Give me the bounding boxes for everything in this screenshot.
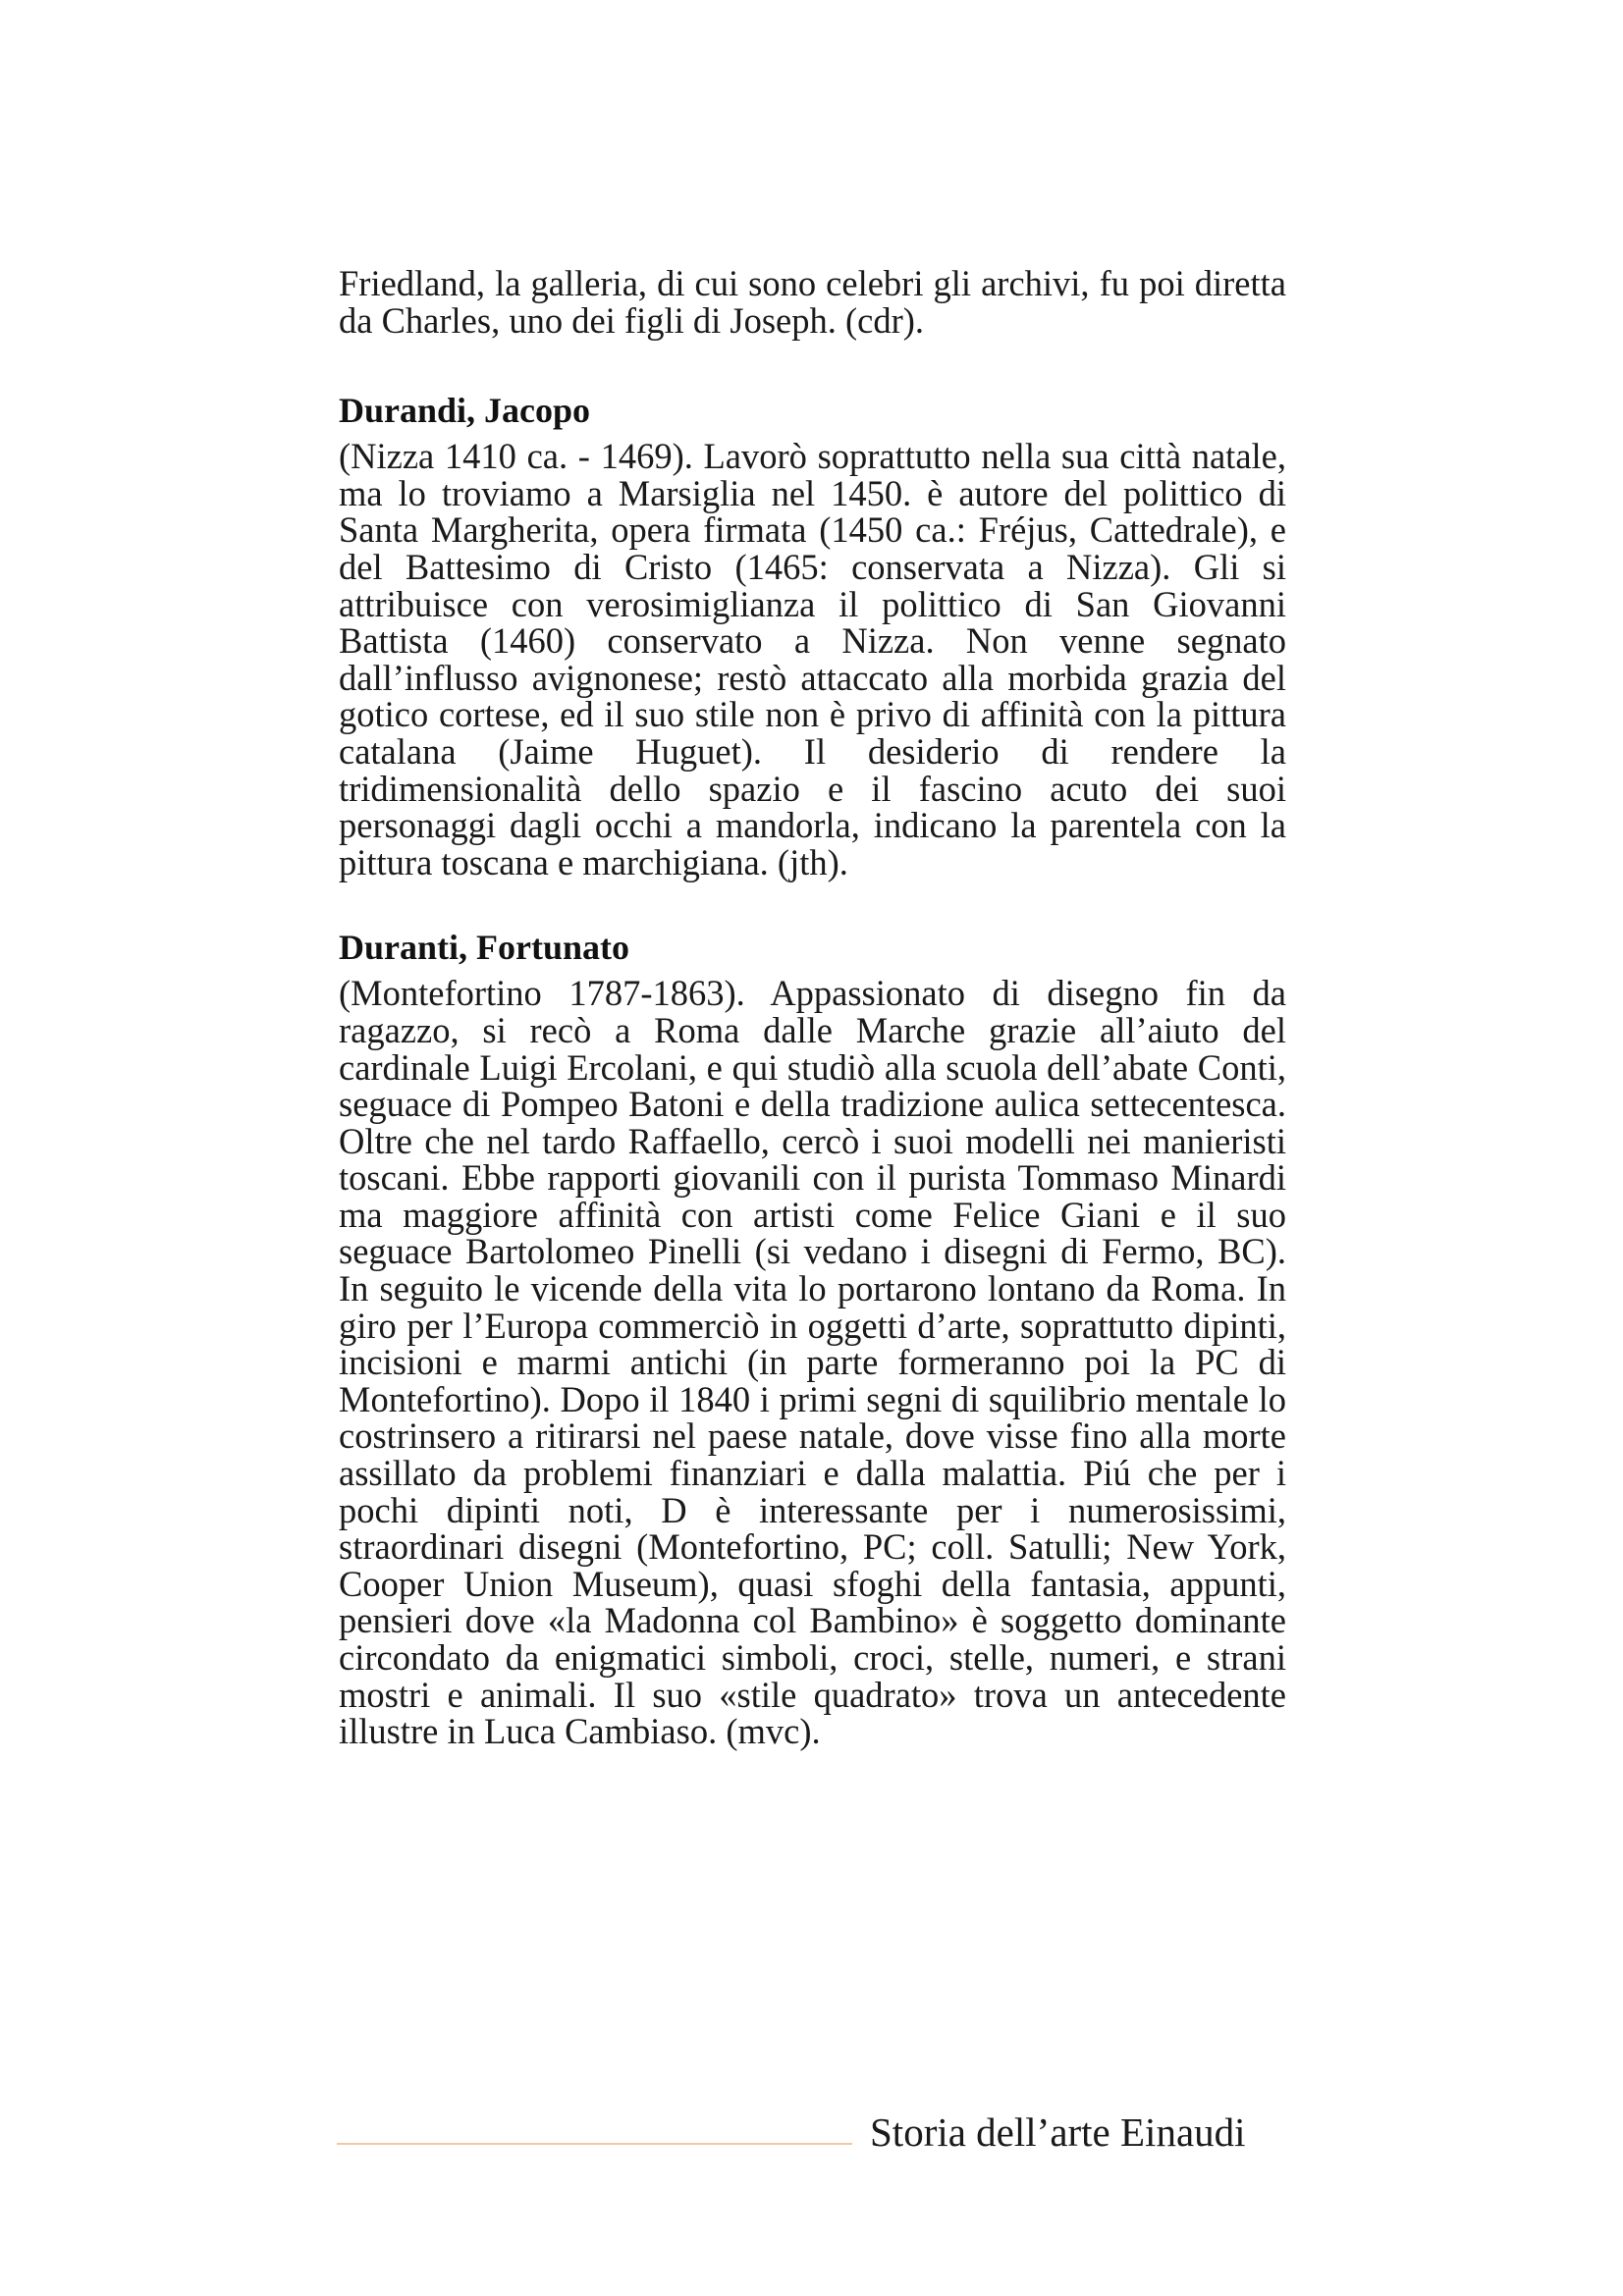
footer-publication-title: Storia dell’arte Einaudi	[870, 2109, 1246, 2155]
entry-title: Durandi, Jacopo	[339, 391, 591, 431]
entry-durandi	[339, 391, 1286, 881]
document-body	[339, 265, 1286, 1750]
entry-duranti	[339, 928, 1286, 1752]
entry-text: (Montefortino 1787-1863). Appassionato di disegno fin da ragazzo, si recò a Roma dalle Marche grazie all’aiuto del cardinale Luigi Ercolani, e qui studiò alla scuola dell’abate Conti, seguace di Pompeo Batoni e della tradizione aulica settecentesca. Oltre che nel tardo Raffaello, cercò i suoi modelli nei manieristi toscani. Ebbe rapporti giovanili con il purista Tommaso Minardi ma maggiore affinità con artisti come Felice Giani e il suo seguace Bartolomeo Pinelli (si vedano i disegni di Fermo, BC). In seguito le vicende della vita lo portarono lontano da Roma. In giro per l’Europa commerciò in oggetti d’arte, soprattutto dipinti, incisioni e marmi antichi (in parte formeranno poi la PC di Montefortino). Dopo il 1840 i primi segni di squilibrio mentale lo costrinsero a ritirarsi nel paese natale, dove visse fino alla morte assillato da problemi finanziari e dalla malattia. Piú che per i pochi dipinti noti, D è interessante per i numerosissimi, straordinari disegni (Montefortino, PC; coll. Satulli; New York, Cooper Union Museum), quasi sfoghi della fantasia, appunti, pensieri dove «la Madonna col Bambino» è soggetto dominante circondato da enigmatici simboli, croci, stelle, numeri, e strani mostri e animali. Il suo «stile quadrato» trova un antecedente illustre in Luca Cambiaso. (mvc).	[339, 973, 1286, 1752]
entry-text: (Nizza 1410 ca. - 1469). Lavorò soprattutto nella sua città natale, ma lo troviamo a Marsiglia nel 1450. è autore del polittico di Santa Margherita, opera firmata (1450 ca.: Fréjus, Cattedrale), e del Battesimo di Cristo (1465: conservata a Nizza). Gli si attribuisce con verosimiglianza il polittico di San Giovanni Battista (1460) conservato a Nizza. Non venne segnato dall’influsso avignonese; restò attaccato alla morbida grazia del gotico cortese, ed il suo stile non è privo di affinità con la pittura catalana (Jaime Huguet). Il desiderio di rendere la tridimensionalità dello spazio e il fascino acuto dei suoi personaggi dagli occhi a mandorla, indicano la parentela con la pittura toscana e marchigiana. (jth).	[339, 436, 1286, 882]
intro-paragraph: Friedland, la galleria, di cui sono celebri gli archivi, fu poi diretta da Charles, uno dei figli di Joseph. (cdr).	[339, 263, 1286, 341]
footer-rule	[337, 2143, 852, 2145]
entry-title: Duranti, Fortunato	[339, 928, 629, 968]
